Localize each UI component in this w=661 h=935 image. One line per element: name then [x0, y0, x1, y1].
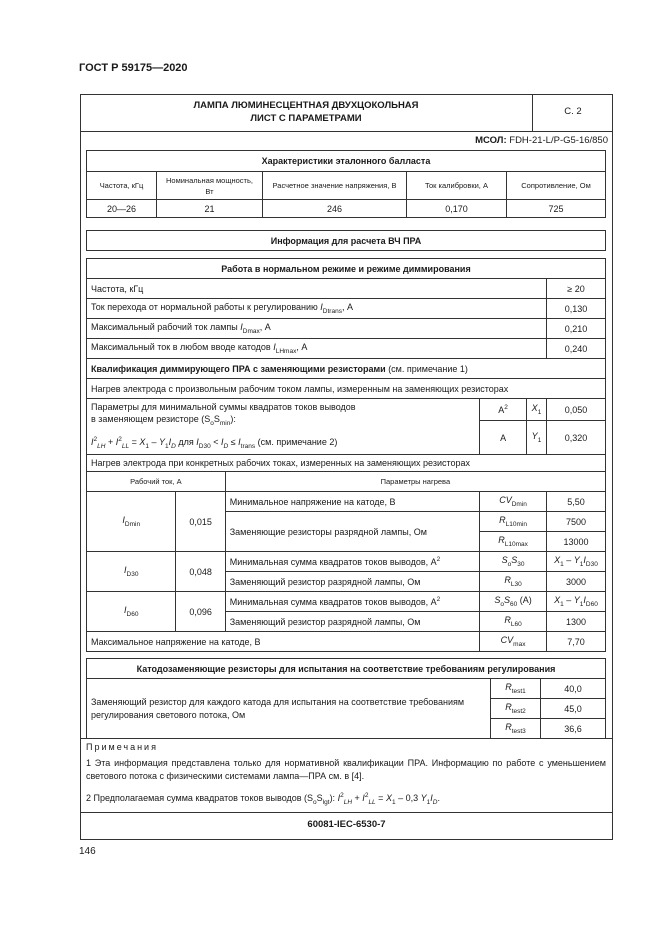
- sheet-header: [80, 94, 613, 132]
- row-label: Максимальный ток в любом вводе катодов $I_{LHmax}$, А: [87, 339, 547, 359]
- notes: [86, 741, 606, 809]
- max-cathode-label: Максимальное напряжение на катоде, В: [87, 632, 480, 652]
- max-cathode-value: 7,70: [546, 632, 605, 652]
- row-value: 0,240: [546, 339, 605, 359]
- sheet-title: [80, 99, 532, 125]
- ballast-value: 725: [507, 200, 606, 218]
- page-number: 146: [79, 846, 96, 857]
- note-2: 2 Предполагаемая сумма квадратов токов выводов $(S_oS_{lgt})$: $I^2_{LH} + I^2_{LL} = X_1 - 0,3$ $Y_1I_D$.: [86, 792, 440, 806]
- msol-code: МСОЛ: FDH-21-L/P-G5-16/850: [475, 135, 608, 146]
- cathode-value: 40,0: [541, 679, 606, 699]
- row-label: Частота, кГц: [87, 279, 547, 299]
- cathode-value: 36,6: [541, 719, 606, 739]
- param-symbol: $S_oS_{30}$: [480, 552, 547, 572]
- sheet-number: С. 2: [564, 106, 582, 117]
- param-label: Минимальное напряжение на катоде, В: [225, 492, 479, 512]
- mode-title: Работа в нормальном режиме и режиме диммирования: [87, 259, 606, 279]
- ballast-value: 21: [157, 200, 263, 218]
- cathode-symbol: $R_{test1}$: [491, 679, 541, 699]
- row-value: ≥ 20: [546, 279, 605, 299]
- param-symbol: $R_{L10max}$: [480, 532, 547, 552]
- sheet-code: 60081-IEC-6530-7: [307, 819, 386, 830]
- title-line-2: ЛИСТ С ПАРАМЕТРАМИ: [250, 113, 362, 124]
- hf-title-table: [86, 230, 606, 251]
- param-label: Заменяющий резистор разрядной лампы, Ом: [225, 572, 479, 592]
- row-value: 0,210: [546, 319, 605, 339]
- param-label: Заменяющие резисторы разрядной лампы, Ом: [225, 512, 479, 552]
- row-label: Ток перехода от нормальной работы к регулированию $I_{Dtrans}$, А: [87, 299, 547, 319]
- hf-title: Информация для расчета ВЧ ПРА: [87, 231, 606, 251]
- current-value: 0,096: [176, 592, 225, 632]
- standard-number: ГОСТ Р 59175—2020: [79, 62, 188, 74]
- x1-label: $X_1$: [527, 399, 547, 421]
- y1-label: $Y_1$: [527, 421, 547, 455]
- param-label: Минимальная сумма квадратов токов выводов, $А^2$: [225, 592, 479, 612]
- notes-heading: Примечания: [86, 742, 158, 752]
- ballast-value: 246: [263, 200, 407, 218]
- params-label: Параметры для минимальной суммы квадратов токов выводов в заменяющем резисторе $(S_oS_{min})$: $I^2_{LH} + I^2_{LL} = X_1 - Y_1I_D$ для $I_{D30} < I_D \le I_{trans}$ (см. примечание 2): [87, 399, 480, 455]
- param-symbol: $R_{L60}$: [480, 612, 547, 632]
- ballast-header: Расчетное значение напряжения, В: [263, 172, 407, 200]
- max-cathode-symbol: $CV_{max}$: [480, 632, 547, 652]
- cathode-label: Заменяющий резистор для каждого катода для испытания на соответствие требованиям регулирования светового потока, Ом: [87, 679, 491, 739]
- ballast-header: Сопротивление, Ом: [507, 172, 606, 200]
- ballast-header: Ток калибровки, А: [407, 172, 507, 200]
- param-value: 1300: [546, 612, 605, 632]
- param-symbol: $R_{L10min}$: [480, 512, 547, 532]
- current-value: 0,015: [176, 492, 225, 552]
- ballast-title: Характеристики эталонного балласта: [87, 151, 606, 172]
- heat-params-header: Параметры нагрева: [225, 472, 605, 492]
- ballast-table: [86, 150, 606, 218]
- y1-value: 0,320: [546, 421, 605, 455]
- param-label: Заменяющий резистор разрядной лампы, Ом: [225, 612, 479, 632]
- param-value: 7500: [546, 512, 605, 532]
- param-symbol: $R_{L30}$: [480, 572, 547, 592]
- param-label: Минимальная сумма квадратов токов выводов, $А^2$: [225, 552, 479, 572]
- heat-arbitrary: Нагрев электрода с произвольным рабочим током лампы, измеренным на заменяющих резисторах: [87, 379, 606, 399]
- title-line-1: ЛАМПА ЛЮМИНЕСЦЕНТНАЯ ДВУХЦОКОЛЬНАЯ: [193, 100, 419, 111]
- qualification-title: Квалификация диммирующего ПРА с заменяющими резисторами (см. примечание 1): [87, 359, 606, 379]
- note-1: 1 Эта информация представлена только для нормативной квалификации ПРА. Информацию по работе с уменьшением светового потока с физическими системами лампа—ПРА см. в [4].: [86, 758, 606, 781]
- param-value: 3000: [546, 572, 605, 592]
- ballast-value: 0,170: [407, 200, 507, 218]
- x1-value: 0,050: [546, 399, 605, 421]
- row-label: Максимальный рабочий ток лампы $I_{Dmax}$, А: [87, 319, 547, 339]
- ballast-header: Частота, кГц: [87, 172, 157, 200]
- row-value: 0,130: [546, 299, 605, 319]
- current-symbol: $I_{D30}$: [87, 552, 176, 592]
- current-value: 0,048: [176, 552, 225, 592]
- ballast-header: Номинальная мощность, Вт: [157, 172, 263, 200]
- a-label: A: [480, 421, 527, 455]
- cathode-symbol: $R_{test3}$: [491, 719, 541, 739]
- work-current-header: Рабочий ток, А: [87, 472, 226, 492]
- current-symbol: $I_{D60}$: [87, 592, 176, 632]
- param-symbol: $S_oS_{60}$ (А): [480, 592, 547, 612]
- hf-table: [86, 258, 606, 652]
- cathode-table: [86, 658, 606, 739]
- param-symbol: $CV_{Dmin}$: [480, 492, 547, 512]
- param-value: $X_1 - Y_1I_{D60}$: [546, 592, 605, 612]
- a2-label: $A^2$: [480, 399, 527, 421]
- param-value: 5,50: [546, 492, 605, 512]
- ballast-value: 20—26: [87, 200, 157, 218]
- current-symbol: $I_{Dmin}$: [87, 492, 176, 552]
- cathode-title: Катодозаменяющие резисторы для испытания на соответствие требованиям регулирования: [87, 659, 606, 679]
- cathode-value: 45,0: [541, 699, 606, 719]
- heat-specific: Нагрев электрода при конкретных рабочих токах, измеренных на заменяющих резисторах: [87, 455, 606, 472]
- param-value: 13000: [546, 532, 605, 552]
- cathode-symbol: $R_{test2}$: [491, 699, 541, 719]
- param-value: $X_1 - Y_1I_{D30}$: [546, 552, 605, 572]
